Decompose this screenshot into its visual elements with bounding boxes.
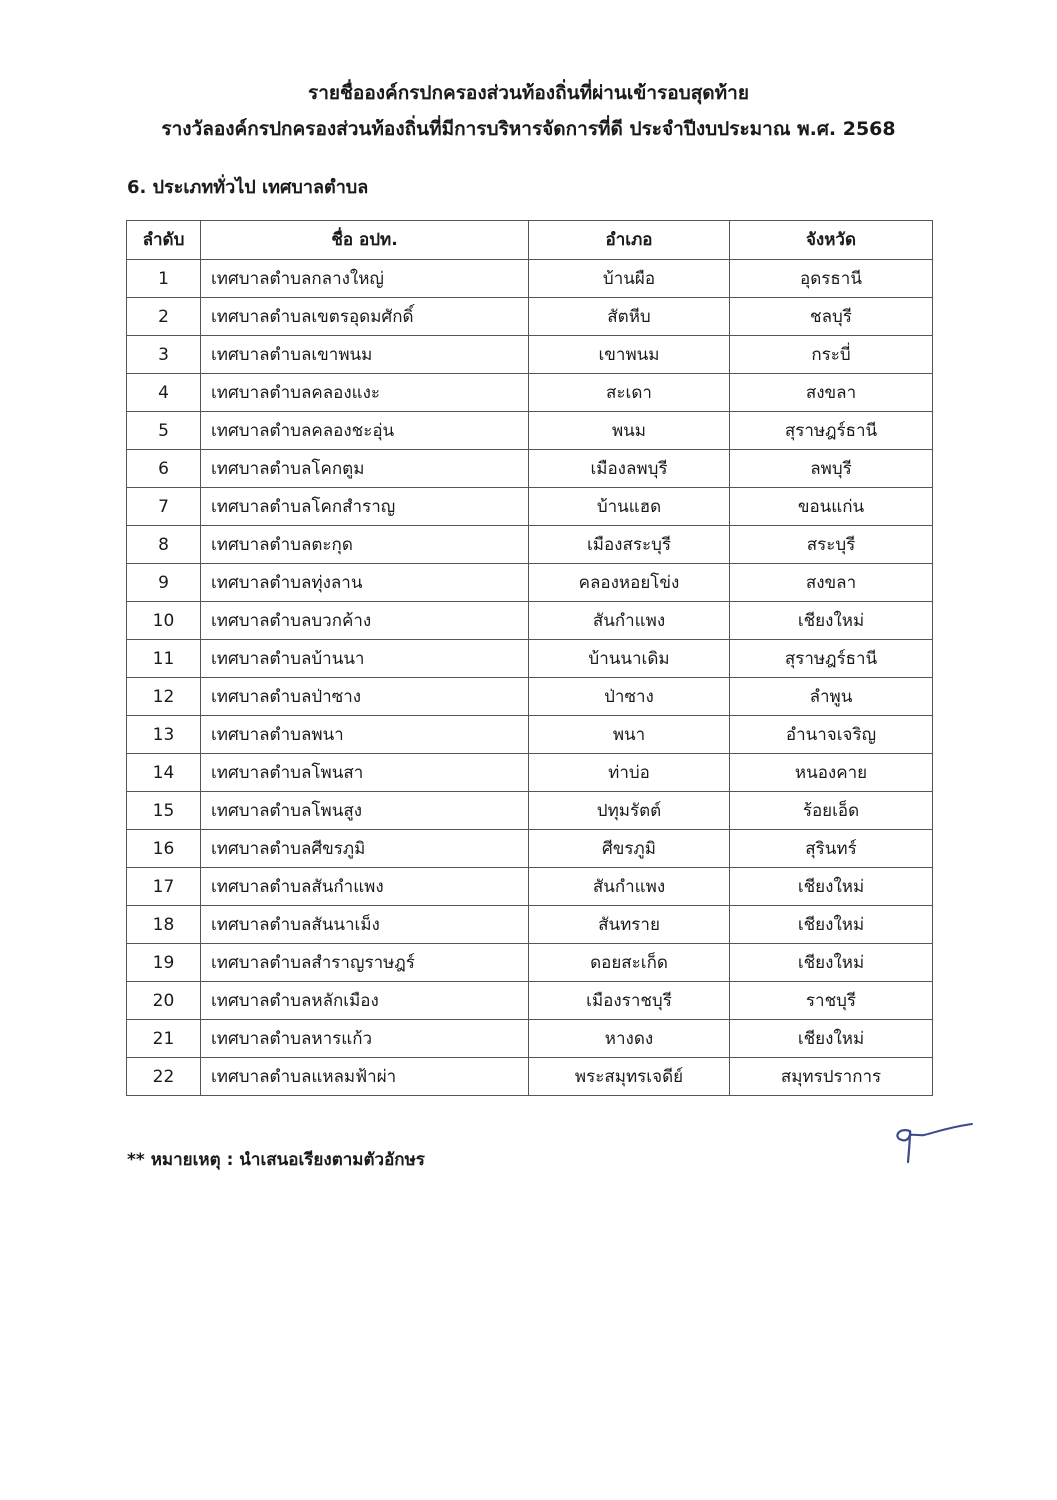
table-row [127,260,933,298]
row-organization-name: เทศบาลตำบลทุ่งลาน [201,564,529,602]
row-district: ปทุมรัตต์ [529,792,730,830]
row-district: สันทราย [529,906,730,944]
row-number: 16 [127,830,201,868]
row-province: สุราษฎร์ธานี [730,412,933,450]
table-row [127,678,933,716]
row-province: หนองคาย [730,754,933,792]
row-district: ท่าบ่อ [529,754,730,792]
row-organization-name: เทศบาลตำบลโคกตูม [201,450,529,488]
table-row [127,336,933,374]
row-district: เมืองลพบุรี [529,450,730,488]
row-province: เชียงใหม่ [730,1020,933,1058]
table-row [127,602,933,640]
row-number: 6 [127,450,201,488]
row-organization-name: เทศบาลตำบลบ้านนา [201,640,529,678]
document-title-line-1: รายชื่อองค์กรปกครองส่วนท้องถิ่นที่ผ่านเข้ารอบสุดท้าย [308,82,749,104]
table-row [127,982,933,1020]
table-row [127,716,933,754]
row-number: 12 [127,678,201,716]
row-province: ร้อยเอ็ด [730,792,933,830]
row-district: เมืองสระบุรี [529,526,730,564]
row-district: บ้านแฮด [529,488,730,526]
row-number: 18 [127,906,201,944]
row-organization-name: เทศบาลตำบลโพนสา [201,754,529,792]
table-row [127,792,933,830]
row-province: กระบี่ [730,336,933,374]
table-row [127,564,933,602]
row-district: เขาพนม [529,336,730,374]
row-organization-name: เทศบาลตำบลป่าซาง [201,678,529,716]
finalist-table [126,220,933,1096]
row-district: สันกำแพง [529,868,730,906]
row-number: 9 [127,564,201,602]
table-row [127,830,933,868]
table-row [127,1020,933,1058]
row-province: ลำพูน [730,678,933,716]
row-district: ป่าซาง [529,678,730,716]
row-province: อำนาจเจริญ [730,716,933,754]
row-province: เชียงใหม่ [730,906,933,944]
row-number: 21 [127,1020,201,1058]
header-province: จังหวัด [730,221,933,260]
row-district: สันกำแพง [529,602,730,640]
row-district: หางดง [529,1020,730,1058]
table-row [127,298,933,336]
document-title-line-2: รางวัลองค์กรปกครองส่วนท้องถิ่นที่มีการบริหารจัดการที่ดี ประจำปีงบประมาณ พ.ศ. 2568 [161,118,896,140]
row-province: เชียงใหม่ [730,602,933,640]
row-district: ศีขรภูมิ [529,830,730,868]
row-number: 2 [127,298,201,336]
row-number: 19 [127,944,201,982]
row-organization-name: เทศบาลตำบลคลองแงะ [201,374,529,412]
header-district: อำเภอ [529,221,730,260]
signature-stroke [897,1130,910,1162]
table-body [127,260,933,1096]
table-row [127,488,933,526]
row-organization-name: เทศบาลตำบลคลองชะอุ่น [201,412,529,450]
table-row [127,374,933,412]
row-organization-name: เทศบาลตำบลหลักเมือง [201,982,529,1020]
row-province: สุรินทร์ [730,830,933,868]
row-organization-name: เทศบาลตำบลหารแก้ว [201,1020,529,1058]
row-province: สงขลา [730,374,933,412]
header-name: ชื่อ อปท. [201,221,529,260]
row-organization-name: เทศบาลตำบลสันนาเม็ง [201,906,529,944]
row-number: 13 [127,716,201,754]
row-province: ราชบุรี [730,982,933,1020]
row-organization-name: เทศบาลตำบลกลางใหญ่ [201,260,529,298]
row-number: 7 [127,488,201,526]
row-number: 22 [127,1058,201,1096]
row-organization-name: เทศบาลตำบลเขตรอุดมศักดิ์ [201,298,529,336]
row-number: 1 [127,260,201,298]
table-row [127,754,933,792]
row-province: ลพบุรี [730,450,933,488]
handwritten-signature-icon [888,1118,978,1168]
row-district: พนา [529,716,730,754]
table-row [127,412,933,450]
table-row [127,1058,933,1096]
row-province: ขอนแก่น [730,488,933,526]
signature-svg [888,1118,978,1168]
row-province: สงขลา [730,564,933,602]
row-organization-name: เทศบาลตำบลเขาพนม [201,336,529,374]
table-row [127,944,933,982]
table-row [127,526,933,564]
header-no: ลำดับ [127,221,201,260]
row-organization-name: เทศบาลตำบลโคกสำราญ [201,488,529,526]
row-district: คลองหอยโข่ง [529,564,730,602]
row-district: เมืองราชบุรี [529,982,730,1020]
table-row [127,868,933,906]
row-province: สุราษฎร์ธานี [730,640,933,678]
footnote: ** หมายเหตุ : นำเสนอเรียงตามตัวอักษร [127,1150,425,1170]
row-organization-name: เทศบาลตำบลพนา [201,716,529,754]
row-organization-name: เทศบาลตำบลตะกุด [201,526,529,564]
row-number: 3 [127,336,201,374]
row-number: 20 [127,982,201,1020]
row-number: 11 [127,640,201,678]
row-organization-name: เทศบาลตำบลแหลมฟ้าผ่า [201,1058,529,1096]
row-province: อุดรธานี [730,260,933,298]
row-province: สระบุรี [730,526,933,564]
row-number: 14 [127,754,201,792]
row-province: เชียงใหม่ [730,868,933,906]
row-district: พระสมุทรเจดีย์ [529,1058,730,1096]
row-district: สะเดา [529,374,730,412]
table-row [127,906,933,944]
row-province: สมุทรปราการ [730,1058,933,1096]
row-organization-name: เทศบาลตำบลสันกำแพง [201,868,529,906]
row-district: บ้านนาเดิม [529,640,730,678]
row-organization-name: เทศบาลตำบลสำราญราษฎร์ [201,944,529,982]
row-district: ดอยสะเก็ด [529,944,730,982]
row-organization-name: เทศบาลตำบลโพนสูง [201,792,529,830]
signature-stroke-tail [910,1124,972,1135]
row-number: 8 [127,526,201,564]
table-row [127,640,933,678]
row-district: พนม [529,412,730,450]
row-number: 17 [127,868,201,906]
section-heading: 6. ประเภททั่วไป เทศบาลตำบล [127,177,369,198]
row-province: เชียงใหม่ [730,944,933,982]
row-number: 4 [127,374,201,412]
table-header-row [127,221,933,260]
table-row [127,450,933,488]
row-district: สัตหีบ [529,298,730,336]
row-number: 5 [127,412,201,450]
row-number: 10 [127,602,201,640]
row-organization-name: เทศบาลตำบลศีขรภูมิ [201,830,529,868]
row-number: 15 [127,792,201,830]
row-province: ชลบุรี [730,298,933,336]
row-district: บ้านผือ [529,260,730,298]
row-organization-name: เทศบาลตำบลบวกค้าง [201,602,529,640]
